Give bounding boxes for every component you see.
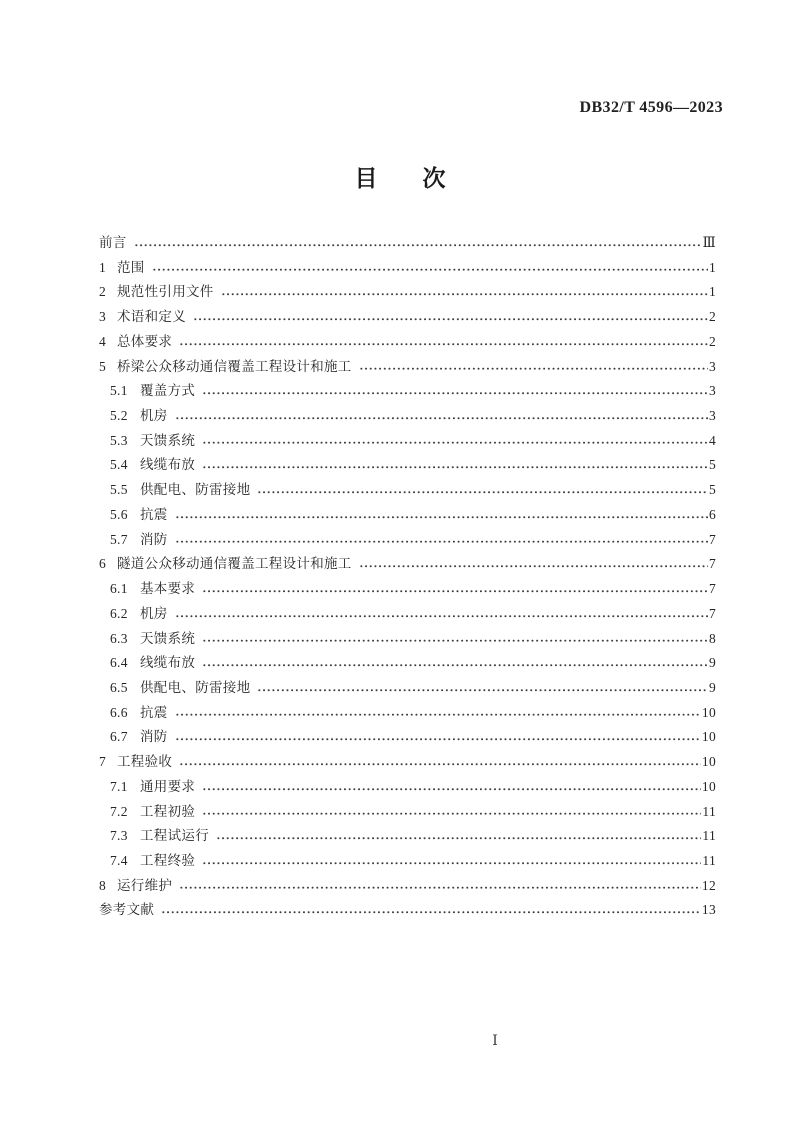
page-title (0, 165, 800, 193)
toc-entry (99, 725, 716, 750)
toc-entry-label: 消防 (140, 531, 168, 547)
toc-leader-dots (257, 478, 708, 503)
toc-entry-number: 6.6 (110, 704, 128, 720)
toc-entry-page: 1 (708, 284, 716, 300)
toc-entry-page: 10 (701, 729, 716, 745)
toc-entry-number: 7.1 (110, 778, 128, 794)
toc-entry-page: 7 (708, 581, 716, 597)
toc-entry-number: 6.7 (110, 729, 128, 745)
toc-entry-number: 4 (99, 333, 107, 349)
toc-entry-label: 供配电、防雷接地 (140, 482, 251, 498)
toc-leader-dots (175, 725, 701, 750)
toc-entry (99, 404, 716, 429)
toc-entry (99, 577, 716, 602)
toc-entry-number: 6.3 (110, 630, 128, 646)
toc-leader-dots (175, 528, 708, 553)
toc-entry-label: 消防 (140, 729, 168, 745)
toc-entry-page: 11 (702, 803, 716, 819)
toc-entry-page: 9 (708, 679, 716, 695)
toc-leader-dots (202, 800, 701, 825)
toc-entry (99, 898, 716, 923)
toc-entry-page: Ⅲ (702, 235, 716, 250)
toc-leader-dots (202, 379, 708, 404)
toc-leader-dots (175, 503, 708, 528)
toc-entry-label: 工程终验 (140, 852, 196, 868)
toc-entry (99, 824, 716, 849)
toc-leader-dots (257, 676, 708, 701)
folio-page-number-value: Ⅰ (492, 1034, 498, 1049)
toc-leader-dots (175, 602, 708, 627)
toc-entry-number: 7.2 (110, 803, 128, 819)
toc-leader-dots (359, 355, 708, 380)
toc-entry (99, 453, 716, 478)
toc-entry-number: 5.3 (110, 432, 128, 448)
toc-entry-label: 覆盖方式 (140, 383, 196, 399)
toc-entry (99, 849, 716, 874)
toc-entry-label: 天馈系统 (140, 432, 196, 448)
toc-entry (99, 627, 716, 652)
toc-entry (99, 478, 716, 503)
toc-entry-page: 10 (701, 704, 716, 720)
toc-leader-dots (221, 280, 708, 305)
toc-entry (99, 355, 716, 380)
toc-leader-dots (202, 577, 708, 602)
toc-entry-number: 5.4 (110, 457, 128, 473)
toc-entry-number: 5.2 (110, 408, 128, 424)
toc-leader-dots (134, 231, 702, 256)
toc-entry-page: 5 (708, 457, 716, 473)
toc-leader-dots (202, 849, 701, 874)
toc-entry-label: 桥梁公众移动通信覆盖工程设计和施工 (117, 358, 352, 374)
toc-leader-dots (202, 627, 708, 652)
toc-entry (99, 651, 716, 676)
toc-leader-dots (359, 552, 708, 577)
toc-entry-number: 5 (99, 358, 107, 374)
toc-entry-number: 6 (99, 556, 107, 572)
toc-entry-label: 术语和定义 (117, 309, 186, 325)
toc-entry-page: 3 (708, 383, 716, 399)
toc-leader-dots (161, 898, 701, 923)
toc-entry-number: 6.5 (110, 679, 128, 695)
toc-leader-dots (179, 330, 708, 355)
toc-leader-dots (202, 429, 708, 454)
toc-entry-page: 6 (708, 506, 716, 522)
toc-leader-dots (179, 750, 701, 775)
folio-page-number (0, 1033, 800, 1050)
toc-entry-label: 工程初验 (140, 803, 196, 819)
toc-entry (99, 379, 716, 404)
toc-entry-page: 7 (708, 605, 716, 621)
toc-entry (99, 874, 716, 899)
toc-entry-number: 7 (99, 754, 107, 770)
toc-entry-number: 5.1 (110, 383, 128, 399)
toc-entry (99, 775, 716, 800)
toc-entry-label: 机房 (140, 605, 168, 621)
toc-entry-label: 工程验收 (117, 754, 173, 770)
toc-entry-number: 8 (99, 877, 107, 893)
toc-entry-label: 范围 (117, 259, 145, 275)
toc-entry (99, 676, 716, 701)
toc-entry-page: 3 (708, 408, 716, 424)
toc-entry-page: 7 (708, 531, 716, 547)
toc-entry-page: 11 (702, 828, 716, 844)
toc-entry (99, 256, 716, 281)
toc-leader-dots (202, 453, 708, 478)
toc-entry-number: 1 (99, 259, 107, 275)
toc-entry-label: 总体要求 (117, 333, 173, 349)
toc-entry-page: 9 (708, 655, 716, 671)
toc-entry-page: 5 (708, 482, 716, 498)
toc-entry-number: 7.3 (110, 828, 128, 844)
toc-entry (99, 429, 716, 454)
toc-entry (99, 503, 716, 528)
toc-entry-label: 天馈系统 (140, 630, 196, 646)
toc-entry (99, 602, 716, 627)
toc-leader-dots (193, 305, 708, 330)
toc-entry-label: 抗震 (140, 704, 168, 720)
toc-entry (99, 800, 716, 825)
toc-leader-dots (175, 404, 708, 429)
toc-entry-label: 隧道公众移动通信覆盖工程设计和施工 (117, 556, 352, 572)
toc-entry-number: 6.1 (110, 581, 128, 597)
toc-entry-label: 机房 (140, 408, 168, 424)
toc-entry-label: 参考文献 (99, 902, 155, 918)
toc-entry (99, 330, 716, 355)
toc-entry-page: 7 (708, 556, 716, 572)
toc-entry (99, 750, 716, 775)
toc-entry-page: 2 (708, 309, 716, 325)
toc-entry-number: 5.5 (110, 482, 128, 498)
toc-entry-label: 抗震 (140, 506, 168, 522)
toc-entry-label: 基本要求 (140, 581, 196, 597)
toc-entry-number: 6.2 (110, 605, 128, 621)
toc-entry-page: 10 (701, 754, 716, 770)
toc-entry-label: 前言 (99, 235, 127, 250)
toc-leader-dots (202, 651, 708, 676)
toc-entry (99, 280, 716, 305)
standard-number: DB32/T 4596—2023 (579, 99, 723, 116)
toc-leader-dots (202, 775, 701, 800)
toc-entry-label: 工程试运行 (140, 828, 209, 844)
toc-entry-page: 13 (701, 902, 716, 918)
toc-leader-dots (152, 256, 708, 281)
toc-entry (99, 305, 716, 330)
toc-leader-dots (179, 874, 701, 899)
toc-entry-page: 1 (708, 259, 716, 275)
page-title-char-right: 次 (422, 165, 446, 191)
toc-entry-label: 线缆布放 (140, 457, 196, 473)
toc-entry (99, 231, 716, 256)
toc-leader-dots (175, 701, 701, 726)
toc-entry-page: 3 (708, 358, 716, 374)
toc-entry-page: 4 (708, 432, 716, 448)
toc-entry-page: 10 (701, 778, 716, 794)
toc-entry-label: 供配电、防雷接地 (140, 679, 251, 695)
toc-list (99, 231, 716, 923)
toc-entry-page: 2 (708, 333, 716, 349)
toc-entry-page: 8 (708, 630, 716, 646)
toc-leader-dots (216, 824, 701, 849)
toc-entry (99, 701, 716, 726)
toc-entry-number: 5.7 (110, 531, 128, 547)
toc-entry-label: 线缆布放 (140, 655, 196, 671)
toc-entry-label: 通用要求 (140, 778, 196, 794)
toc-entry (99, 528, 716, 553)
toc-entry-number: 5.6 (110, 506, 128, 522)
toc-entry-label: 运行维护 (117, 877, 173, 893)
toc-entry-page: 11 (702, 852, 716, 868)
page-title-char-left: 目 (354, 165, 378, 191)
toc-entry-label: 规范性引用文件 (117, 284, 214, 300)
toc-entry (99, 552, 716, 577)
toc-entry-page: 12 (701, 877, 716, 893)
toc-entry-number: 3 (99, 309, 107, 325)
toc-entry-number: 6.4 (110, 655, 128, 671)
toc-entry-number: 7.4 (110, 852, 128, 868)
toc-entry-number: 2 (99, 284, 107, 300)
